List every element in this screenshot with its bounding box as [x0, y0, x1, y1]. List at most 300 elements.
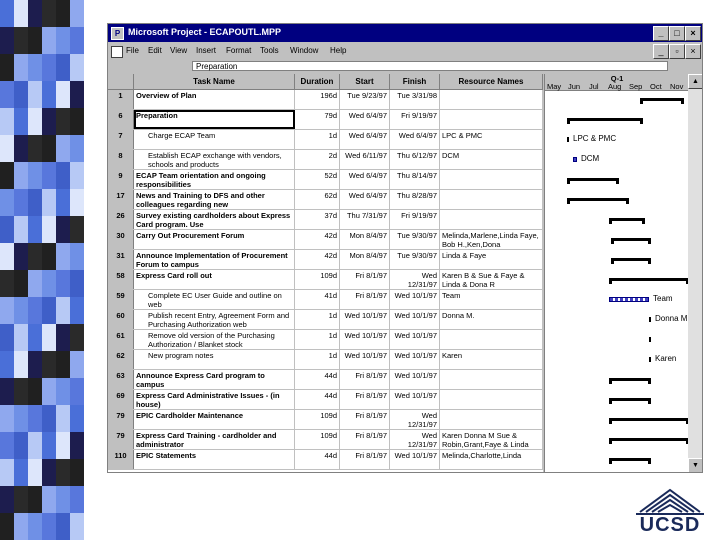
task-id-cell[interactable]: 63	[108, 370, 134, 389]
menu-view[interactable]: View	[170, 46, 188, 55]
doc-close-button[interactable]: ×	[685, 44, 701, 59]
stripe-block	[42, 162, 56, 189]
gantt-task-bar[interactable]	[649, 337, 651, 342]
stripe-block	[56, 108, 70, 135]
stripe-block	[56, 486, 70, 513]
finish-cell[interactable]: Wed 10/1/97	[390, 450, 440, 469]
stripe-block	[0, 378, 14, 405]
gantt-summary-bar[interactable]	[609, 398, 651, 401]
duration-cell[interactable]: 2d	[295, 150, 340, 169]
stripe-block	[56, 297, 70, 324]
stripe-block	[28, 486, 42, 513]
task-id-cell[interactable]: 30	[108, 230, 134, 249]
stripe-block	[56, 54, 70, 81]
finish-column-header[interactable]: Finish	[390, 74, 440, 90]
gantt-chart	[544, 74, 689, 472]
task-id-cell[interactable]: 26	[108, 210, 134, 229]
stripe-block	[70, 243, 84, 270]
task-name-cell[interactable]: Charge ECAP Team	[134, 130, 295, 149]
stripe-block	[70, 108, 84, 135]
stripe-block	[0, 189, 14, 216]
task-id-cell[interactable]: 7	[108, 130, 134, 149]
finish-cell[interactable]: Thu 8/14/97	[390, 170, 440, 189]
logo-emblem-icon	[632, 486, 708, 516]
start-cell[interactable]: Thu 7/31/97	[340, 210, 390, 229]
decorative-stripe	[0, 0, 84, 540]
stripe-block	[42, 405, 56, 432]
entry-field[interactable]: Preparation	[192, 61, 668, 71]
stripe-block	[14, 216, 28, 243]
stripe-block	[56, 0, 70, 27]
stripe-block	[28, 324, 42, 351]
gantt-task-bar[interactable]	[567, 137, 569, 142]
task-name-cell[interactable]: Remove old version of the Purchasing Authorization / Blanket stock	[134, 330, 295, 349]
duration-cell[interactable]: 44d	[295, 450, 340, 469]
duration-cell[interactable]: 109d	[295, 410, 340, 429]
stripe-block	[56, 162, 70, 189]
finish-cell[interactable]: Tue 9/30/97	[390, 250, 440, 269]
task-row[interactable]	[108, 250, 543, 270]
duration-cell[interactable]: 62d	[295, 190, 340, 209]
task-row[interactable]	[108, 90, 543, 110]
gantt-summary-bar[interactable]	[609, 418, 689, 421]
task-row[interactable]	[108, 270, 543, 290]
task-id-cell[interactable]: 8	[108, 150, 134, 169]
task-row[interactable]	[108, 110, 543, 130]
timescale-month: Aug	[608, 82, 622, 91]
task-name-cell[interactable]: Overview of Plan	[134, 90, 295, 109]
stripe-block	[70, 486, 84, 513]
menu-file[interactable]: File	[126, 46, 139, 55]
timescale-month: Sep	[629, 82, 643, 91]
stripe-block	[70, 54, 84, 81]
ms-project-window	[107, 23, 703, 473]
resource-cell[interactable]: Donna M.	[440, 310, 543, 329]
stripe-block	[28, 297, 42, 324]
duration-cell[interactable]: 1d	[295, 350, 340, 369]
resource-cell[interactable]	[440, 210, 543, 229]
stripe-block	[14, 432, 28, 459]
duration-cell[interactable]: 52d	[295, 170, 340, 189]
resource-cell[interactable]	[440, 190, 543, 209]
logo-text: UCSD	[639, 514, 701, 536]
task-name-cell[interactable]: Express Card Administrative Issues - (in house)	[134, 390, 295, 409]
stripe-block	[14, 459, 28, 486]
stripe-block	[0, 27, 14, 54]
resource-cell[interactable]: Team	[440, 290, 543, 309]
task-id-cell[interactable]: 79	[108, 430, 134, 449]
start-cell[interactable]: Mon 8/4/97	[340, 250, 390, 269]
finish-cell[interactable]: Thu 6/12/97	[390, 150, 440, 169]
duration-cell[interactable]: 1d	[295, 310, 340, 329]
duration-cell[interactable]: 44d	[295, 370, 340, 389]
finish-cell[interactable]: Wed 10/1/97	[390, 390, 440, 409]
document-icon[interactable]	[111, 46, 123, 58]
stripe-block	[56, 270, 70, 297]
task-name-cell[interactable]: Express Card Training - cardholder and administrator	[134, 430, 295, 449]
resource-names-column-header[interactable]: Resource Names	[440, 74, 543, 90]
task-id-cell[interactable]: 69	[108, 390, 134, 409]
duration-cell[interactable]: 1d	[295, 330, 340, 349]
stripe-block	[0, 81, 14, 108]
stripe-block	[56, 432, 70, 459]
gantt-resource-label: Team	[653, 294, 673, 303]
start-cell[interactable]: Wed 6/11/97	[340, 150, 390, 169]
task-row[interactable]	[108, 410, 543, 430]
stripe-block	[0, 324, 14, 351]
stripe-block	[42, 270, 56, 297]
start-cell[interactable]: Fri 8/1/97	[340, 450, 390, 469]
duration-cell[interactable]: 196d	[295, 90, 340, 109]
gantt-summary-bar[interactable]	[567, 198, 629, 201]
stripe-block	[14, 378, 28, 405]
stripe-block	[28, 378, 42, 405]
task-row[interactable]	[108, 130, 543, 150]
gantt-resource-label: Donna M	[655, 314, 688, 323]
task-id-cell[interactable]: 61	[108, 330, 134, 349]
stripe-block	[70, 324, 84, 351]
timescale-month: Oct	[650, 82, 662, 91]
doc-minimize-button[interactable]: _	[653, 44, 669, 59]
start-cell[interactable]: Wed 10/1/97	[340, 310, 390, 329]
task-row[interactable]	[108, 290, 543, 310]
doc-restore-button[interactable]: ▫	[669, 44, 685, 59]
stripe-block	[56, 405, 70, 432]
finish-cell[interactable]: Tue 9/30/97	[390, 230, 440, 249]
menu-help[interactable]: Help	[330, 46, 347, 55]
stripe-block	[42, 351, 56, 378]
task-row[interactable]	[108, 390, 543, 410]
duration-cell[interactable]: 109d	[295, 430, 340, 449]
resource-cell[interactable]	[440, 330, 543, 349]
gantt-resource-label: LPC & PMC	[573, 134, 617, 143]
gantt-summary-bar[interactable]	[640, 98, 684, 101]
stripe-block	[0, 459, 14, 486]
task-row[interactable]	[108, 350, 543, 370]
stripe-block	[56, 459, 70, 486]
stripe-block	[56, 81, 70, 108]
task-id-cell[interactable]: 110	[108, 450, 134, 469]
menu-edit[interactable]: Edit	[148, 46, 162, 55]
task-row[interactable]	[108, 450, 543, 470]
gantt-resource-label: DCM	[581, 154, 600, 163]
start-cell[interactable]: Mon 8/4/97	[340, 230, 390, 249]
gantt-resource-label: Karen	[655, 354, 677, 363]
stripe-block	[70, 432, 84, 459]
title-bar	[108, 24, 702, 42]
window-title: Microsoft Project - ECAPOUTL.MPP	[128, 27, 282, 37]
stripe-block	[70, 405, 84, 432]
stripe-block	[56, 378, 70, 405]
duration-cell[interactable]: 41d	[295, 290, 340, 309]
stripe-block	[42, 324, 56, 351]
task-row[interactable]	[108, 150, 543, 170]
task-name-cell[interactable]: Preparation	[134, 110, 295, 129]
stripe-block	[70, 27, 84, 54]
task-row[interactable]	[108, 190, 543, 210]
stripe-block	[28, 351, 42, 378]
stripe-block	[14, 81, 28, 108]
stripe-block	[0, 297, 14, 324]
stripe-block	[42, 432, 56, 459]
task-name-cell[interactable]: Express Card roll out	[134, 270, 295, 289]
task-name-cell[interactable]: Complete EC User Guide and outline on web	[134, 290, 295, 309]
start-cell[interactable]: Fri 8/1/97	[340, 290, 390, 309]
start-cell[interactable]: Fri 8/1/97	[340, 410, 390, 429]
resource-cell[interactable]: DCM	[440, 150, 543, 169]
stripe-block	[14, 405, 28, 432]
finish-cell[interactable]: Wed 10/1/97	[390, 370, 440, 389]
finish-cell[interactable]: Wed 10/1/97	[390, 330, 440, 349]
start-cell[interactable]: Fri 8/1/97	[340, 370, 390, 389]
task-id-cell[interactable]: 17	[108, 190, 134, 209]
menu-window[interactable]: Window	[290, 46, 319, 55]
stripe-block	[42, 378, 56, 405]
task-row[interactable]	[108, 170, 543, 190]
minimize-button[interactable]: _	[653, 26, 669, 41]
gantt-summary-bar[interactable]	[609, 438, 689, 441]
task-table	[108, 74, 543, 472]
resource-cell[interactable]: Melinda,Charlotte,Linda	[440, 450, 543, 469]
gantt-summary-bar[interactable]	[609, 458, 651, 461]
resource-cell[interactable]	[440, 370, 543, 389]
timescale-header	[545, 74, 689, 91]
task-row[interactable]	[108, 230, 543, 250]
ucsd-logo	[632, 486, 708, 534]
stripe-block	[0, 270, 14, 297]
stripe-block	[14, 108, 28, 135]
stripe-block	[56, 189, 70, 216]
duration-cell[interactable]: 109d	[295, 270, 340, 289]
resource-cell[interactable]	[440, 170, 543, 189]
task-name-cell[interactable]: ECAP Team orientation and ongoing responsibilities	[134, 170, 295, 189]
stripe-block	[42, 81, 56, 108]
stripe-block	[0, 243, 14, 270]
stripe-block	[14, 162, 28, 189]
scroll-down-button[interactable]: ▼	[688, 458, 703, 473]
stripe-block	[14, 513, 28, 540]
task-id-cell[interactable]: 6	[108, 110, 134, 129]
stripe-block	[28, 0, 42, 27]
start-cell[interactable]: Wed 6/4/97	[340, 170, 390, 189]
stripe-block	[56, 27, 70, 54]
stripe-block	[28, 405, 42, 432]
gantt-task-bar[interactable]	[573, 157, 577, 162]
resource-cell[interactable]: Karen Donna M Sue & Robin,Grant,Faye & Linda	[440, 430, 543, 449]
stripe-block	[0, 216, 14, 243]
timescale-month: May	[547, 82, 562, 91]
finish-cell[interactable]: Wed 10/1/97	[390, 310, 440, 329]
stripe-block	[70, 513, 84, 540]
stripe-block	[28, 108, 42, 135]
menu-format[interactable]: Format	[226, 46, 252, 55]
start-cell[interactable]: Wed 10/1/97	[340, 330, 390, 349]
task-name-cell[interactable]: Carry Out Procurement Forum	[134, 230, 295, 249]
finish-cell[interactable]: Wed 12/31/97	[390, 270, 440, 289]
start-cell[interactable]: Fri 8/1/97	[340, 390, 390, 409]
task-name-cell[interactable]: News and Training to DFS and other colleagues regarding new	[134, 190, 295, 209]
task-id-cell[interactable]: 60	[108, 310, 134, 329]
stripe-block	[14, 54, 28, 81]
stripe-block	[0, 0, 14, 27]
finish-cell[interactable]: Wed 12/31/97	[390, 430, 440, 449]
task-id-cell[interactable]: 9	[108, 170, 134, 189]
stripe-block	[70, 189, 84, 216]
duration-cell[interactable]: 37d	[295, 210, 340, 229]
gantt-summary-bar[interactable]	[567, 118, 643, 121]
menu-bar	[108, 44, 702, 58]
task-id-cell[interactable]: 62	[108, 350, 134, 369]
stripe-block	[14, 135, 28, 162]
resource-cell[interactable]: Karen	[440, 350, 543, 369]
stripe-block	[28, 162, 42, 189]
stripe-block	[28, 135, 42, 162]
duration-cell[interactable]: 42d	[295, 250, 340, 269]
duration-cell[interactable]: 44d	[295, 390, 340, 409]
duration-cell[interactable]: 79d	[295, 110, 340, 129]
task-id-cell[interactable]: 79	[108, 410, 134, 429]
start-cell[interactable]: Wed 6/4/97	[340, 130, 390, 149]
resource-cell[interactable]: Linda & Faye	[440, 250, 543, 269]
stripe-block	[42, 297, 56, 324]
task-name-cell[interactable]: Announce Express Card program to campus	[134, 370, 295, 389]
stripe-block	[56, 135, 70, 162]
start-cell[interactable]: Wed 6/4/97	[340, 190, 390, 209]
finish-cell[interactable]: Wed 12/31/97	[390, 410, 440, 429]
task-id-cell[interactable]: 1	[108, 90, 134, 109]
finish-cell[interactable]: Fri 9/19/97	[390, 110, 440, 129]
start-cell[interactable]: Wed 6/4/97	[340, 110, 390, 129]
duration-cell[interactable]: 42d	[295, 230, 340, 249]
finish-cell[interactable]: Tue 3/31/98	[390, 90, 440, 109]
gantt-summary-bar[interactable]	[611, 258, 651, 261]
stripe-block	[42, 513, 56, 540]
stripe-block	[42, 108, 56, 135]
resource-cell[interactable]	[440, 410, 543, 429]
task-name-cell[interactable]: Announce Implementation of Procurement Forum to campus	[134, 250, 295, 269]
stripe-block	[42, 27, 56, 54]
stripe-block	[70, 216, 84, 243]
timescale-month: Jul	[589, 82, 599, 91]
stripe-block	[0, 351, 14, 378]
resource-cell[interactable]: Karen B & Sue & Faye & Linda & Dona R	[440, 270, 543, 289]
resource-cell[interactable]: LPC & PMC	[440, 130, 543, 149]
finish-cell[interactable]: Wed 10/1/97	[390, 290, 440, 309]
finish-cell[interactable]: Fri 9/19/97	[390, 210, 440, 229]
stripe-block	[42, 189, 56, 216]
resource-cell[interactable]	[440, 110, 543, 129]
app-icon[interactable]: P	[111, 27, 124, 40]
stripe-block	[14, 270, 28, 297]
timescale-quarter: Q-1	[610, 74, 624, 83]
stripe-block	[14, 324, 28, 351]
gantt-summary-bar[interactable]	[609, 278, 689, 281]
close-button[interactable]: ×	[685, 26, 701, 41]
task-name-cell[interactable]: Survey existing cardholders about Express Card program. Use	[134, 210, 295, 229]
duration-cell[interactable]: 1d	[295, 130, 340, 149]
start-cell[interactable]: Tue 9/23/97	[340, 90, 390, 109]
stripe-block	[28, 432, 42, 459]
stripe-block	[14, 27, 28, 54]
stripe-block	[70, 162, 84, 189]
stripe-block	[70, 0, 84, 27]
stripe-block	[0, 513, 14, 540]
menu-tools[interactable]: Tools	[260, 46, 279, 55]
id-column-header[interactable]	[108, 74, 134, 90]
gantt-task-bar[interactable]	[649, 357, 651, 362]
task-id-cell[interactable]: 58	[108, 270, 134, 289]
menu-insert[interactable]: Insert	[196, 46, 217, 55]
start-column-header[interactable]: Start	[340, 74, 390, 90]
stripe-block	[14, 0, 28, 27]
gantt-summary-bar[interactable]	[609, 218, 645, 221]
stripe-block	[70, 135, 84, 162]
task-row[interactable]	[108, 310, 543, 330]
duration-column-header[interactable]: Duration	[295, 74, 340, 90]
scroll-up-button[interactable]: ▲	[688, 74, 703, 89]
stripe-block	[14, 243, 28, 270]
task-row[interactable]	[108, 330, 543, 350]
gantt-task-bar[interactable]	[609, 297, 649, 302]
gantt-summary-bar[interactable]	[611, 238, 651, 241]
task-name-column-header[interactable]: Task Name	[134, 74, 295, 90]
task-row[interactable]	[108, 430, 543, 450]
resource-cell[interactable]: Melinda,Marlene,Linda Faye, Bob H.,Ken,Dona	[440, 230, 543, 249]
stripe-block	[28, 27, 42, 54]
start-cell[interactable]: Fri 8/1/97	[340, 270, 390, 289]
task-name-cell[interactable]: EPIC Statements	[134, 450, 295, 469]
task-name-cell[interactable]: Publish recent Entry, Agreement Form and Purchasing Authorization web	[134, 310, 295, 329]
task-id-cell[interactable]: 31	[108, 250, 134, 269]
stripe-block	[28, 243, 42, 270]
task-name-cell[interactable]: Establish ECAP exchange with vendors, schools and products	[134, 150, 295, 169]
start-cell[interactable]: Fri 8/1/97	[340, 430, 390, 449]
maximize-button[interactable]: □	[669, 26, 685, 41]
gantt-summary-bar[interactable]	[567, 178, 619, 181]
stripe-block	[14, 189, 28, 216]
gantt-summary-bar[interactable]	[609, 378, 651, 381]
start-cell[interactable]: Wed 10/1/97	[340, 350, 390, 369]
task-name-cell[interactable]: EPIC Cardholder Maintenance	[134, 410, 295, 429]
stripe-block	[28, 270, 42, 297]
finish-cell[interactable]: Thu 8/28/97	[390, 190, 440, 209]
stripe-block	[56, 216, 70, 243]
stripe-block	[0, 432, 14, 459]
stripe-block	[70, 351, 84, 378]
stripe-block	[14, 486, 28, 513]
stripe-block	[0, 135, 14, 162]
finish-cell[interactable]: Wed 6/4/97	[390, 130, 440, 149]
stripe-block	[42, 54, 56, 81]
task-id-cell[interactable]: 59	[108, 290, 134, 309]
stripe-block	[0, 54, 14, 81]
stripe-block	[56, 243, 70, 270]
task-row[interactable]	[108, 370, 543, 390]
stripe-block	[56, 513, 70, 540]
stripe-block	[70, 297, 84, 324]
vertical-scrollbar[interactable]	[688, 74, 702, 472]
stripe-block	[28, 216, 42, 243]
stripe-block	[14, 351, 28, 378]
task-name-cell[interactable]: New program notes	[134, 350, 295, 369]
finish-cell[interactable]: Wed 10/1/97	[390, 350, 440, 369]
task-row[interactable]	[108, 210, 543, 230]
stripe-block	[0, 405, 14, 432]
resource-cell[interactable]	[440, 390, 543, 409]
resource-cell[interactable]	[440, 90, 543, 109]
gantt-task-bar[interactable]	[649, 317, 651, 322]
stripe-block	[70, 378, 84, 405]
